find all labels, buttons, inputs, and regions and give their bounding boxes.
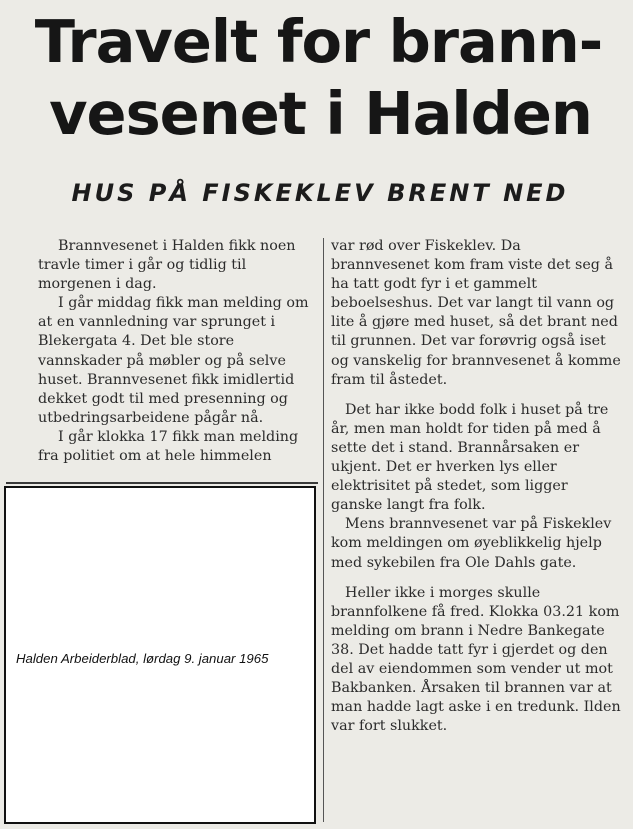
column-rule bbox=[6, 482, 318, 484]
headline bbox=[0, 6, 633, 150]
paragraph: I går klokka 17 fikk man melding fra politiet om at hele himmelen bbox=[38, 428, 299, 465]
caption-box bbox=[4, 486, 316, 824]
source-caption: Halden Arbeiderblad, lørdag 9. januar 1965 bbox=[16, 651, 269, 666]
paragraph: Det har ikke bodd folk i huset på tre år, men man holdt for tiden på med å sette det i stand. Brannårsaken er ukjent. Det er hverken lys eller elektrisitet på stedet, som ligger ganske langt fra folk. bbox=[331, 401, 609, 514]
paragraph: var rød over Fiskeklev. Da brannvesenet kom fram viste det seg å ha tatt godt fyr i et gammelt beboelseshus. Det var langt til vann og lite å gjøre med huset, så det brant ned til grunnen. Det var forøvrig også iset og vanskelig for brannvesenet å komme fram til åstedet. bbox=[331, 238, 621, 388]
article-right-column bbox=[331, 237, 621, 736]
headline-line-1: Travelt for brann- bbox=[34, 7, 603, 76]
paragraph: Heller ikke i morges skulle brannfolkene få fred. Klokka 03.21 kom melding om brann i Nedre Bankegate 38. Det hadde tatt fyr i gjerdet og den del av eiendommen som vender ut mot Bakbanken. Årsaken til brannen var at man hadde lagt aske i en tredunk. Ilden var fort slukket. bbox=[331, 584, 621, 735]
subheadline: HUS PÅ FISKEKLEV BRENT NED bbox=[71, 179, 569, 207]
article-left-column bbox=[38, 237, 316, 466]
headline-line-2: vesenet i Halden bbox=[49, 79, 592, 148]
paragraph: I går middag fikk man melding om at en vannledning var sprunget i Blekergata 4. Det ble store vannskader på møbler og på selve huset. Brannvesenet fikk imidlertid dekket godt til med presenning og utbedringsarbeidene pågår nå. bbox=[38, 295, 309, 426]
paragraph: Mens brannvesenet var på Fiskeklev kom meldingen om øyeblikkelig hjelp med sykebilen fra Ole Dahls gate. bbox=[331, 516, 612, 571]
paragraph: Brannvesenet i Halden fikk noen travle timer i går og tidlig til morgenen i dag. bbox=[38, 238, 296, 293]
column-divider bbox=[323, 238, 324, 822]
